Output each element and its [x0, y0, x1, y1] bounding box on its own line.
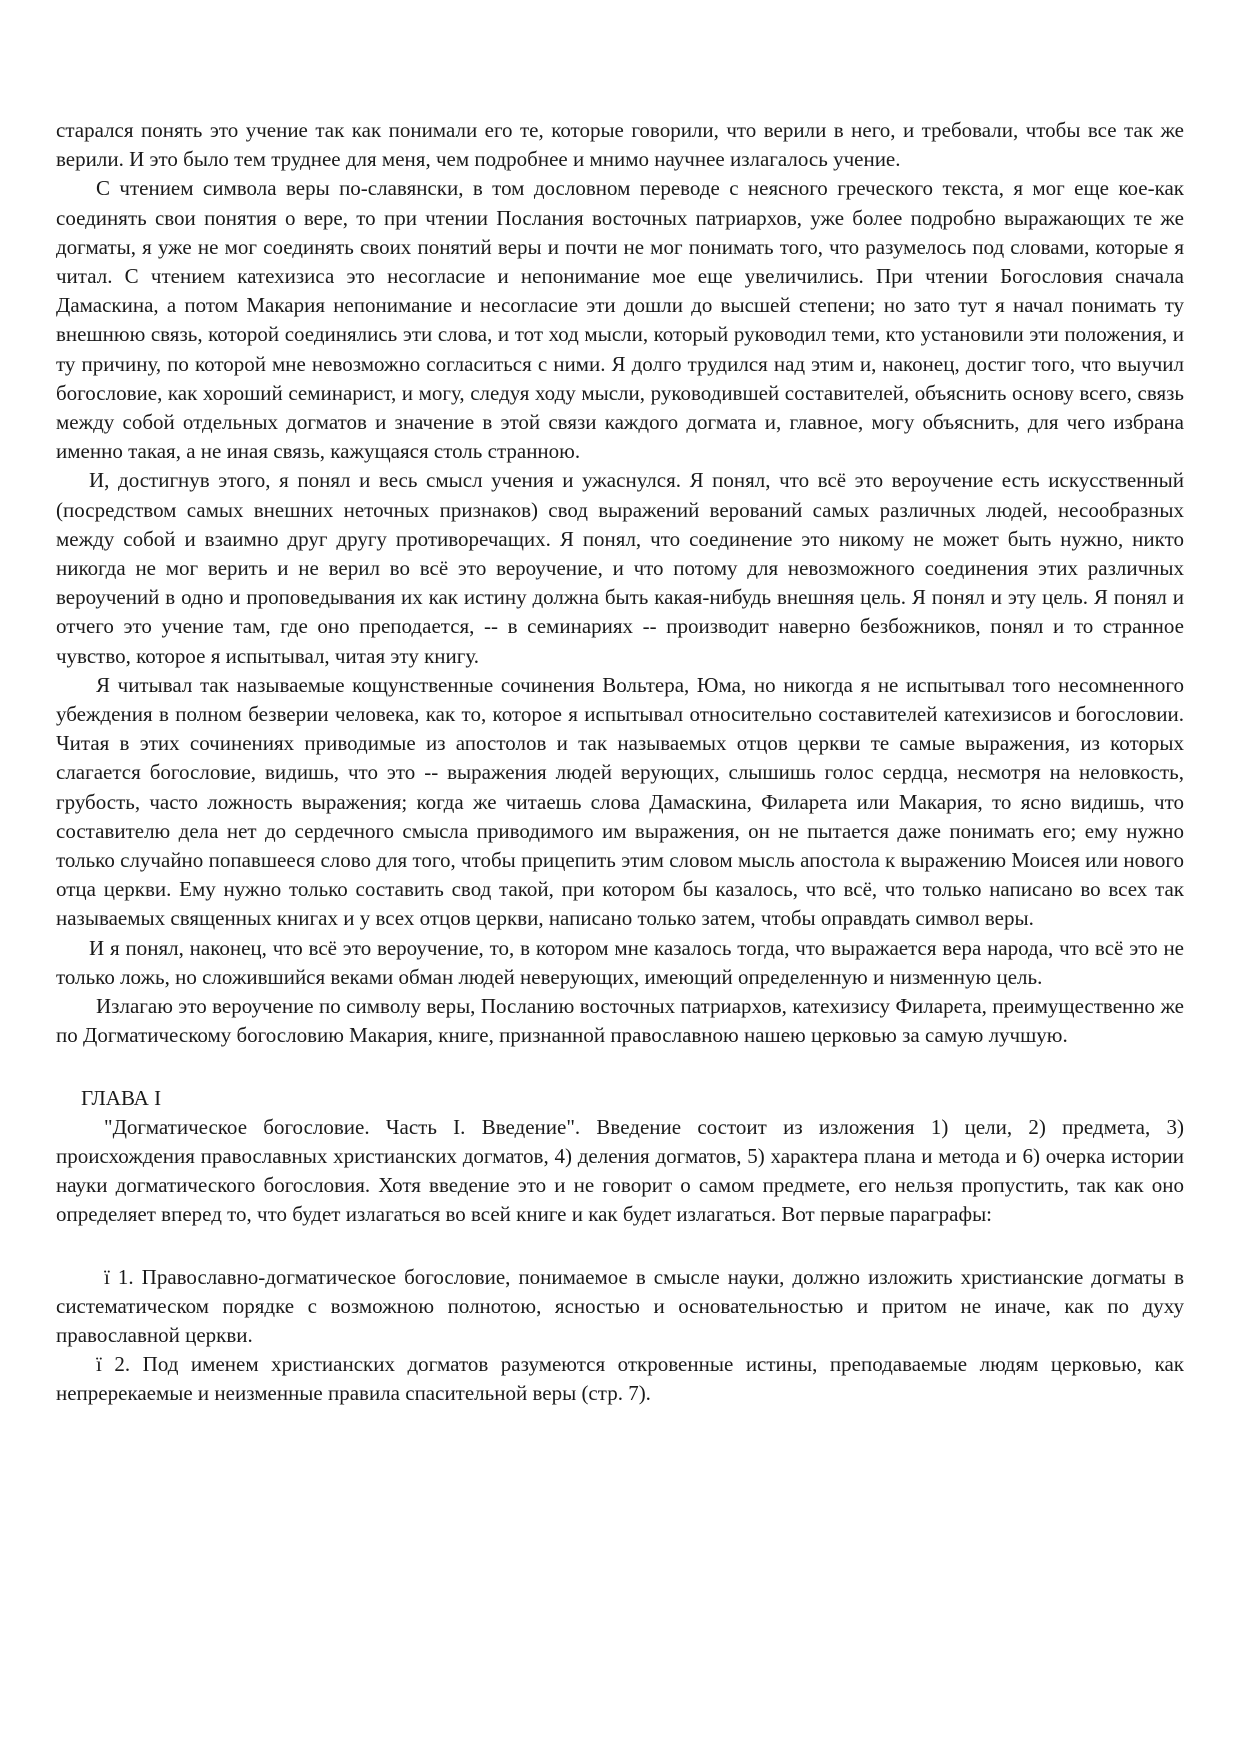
- paragraph: Излагаю это вероучение по символу веры, Посланию восточных патриархов, катехизису Филарета, преимущественно же по Догматическому богословию Макария, книге, признанной православною нашею церковью за самую лучшую.: [56, 994, 1184, 1048]
- section-paragraph: ї 1. Православно-догматическое богословие, понимаемое в смысле науки, должно изложить христианские догматы в систематическом порядке с возможною полнотою, ясностью и основательностью и притом не иначе, как по духу православной церкви.: [56, 1264, 1184, 1347]
- chapter-heading: ГЛАВА I: [81, 1085, 162, 1110]
- paragraph: И, достигнув этого, я понял и весь смысл учения и ужаснулся. Я понял, что всё это вероучение есть искусственный (посредством самых внешних неточных признаков) свод выражений верований самых различных людей, несообразных между собой и взаимно друг другу противоречащих. Я понял, что соединение это никому не может быть нужно, никто никогда не мог верить и не верил во всё это вероучение, и что потому для невозможного соединения этих различных вероучений в одно и проповедывания их как истину должна быть какая-нибудь внешняя цель. Я понял и эту цель. Я понял и отчего это учение там, где оно преподается, -- в семинариях -- производит наверно безбожников, понял и то странное чувство, которое я испытывал, читая эту книгу.: [56, 468, 1184, 668]
- chapter-intro: "Догматическое богословие. Часть I. Введение". Введение состоит из изложения 1) цели, 2) предмета, 3) происхождения православных христианских догматов, 4) деления догматов, 5) характера плана и метода и 6) очерка истории науки догматического богословия. Хотя введение это и не говорит о самом предмете, его нельзя пропустить, так как оно определяет вперед то, что будет излагаться во всей книге и как будет излагаться. Вот первые параграфы:: [56, 1114, 1184, 1227]
- paragraph: И я понял, наконец, что всё это вероучение, то, в котором мне казалось тогда, что выражается вера народа, что всё это не только ложь, но сложившийся веками обман людей неверующих, имеющий определенную и низменную цель.: [56, 935, 1184, 989]
- section-spacer: [56, 1230, 1184, 1263]
- section-paragraph: ї 2. Под именем христианских догматов разумеются откровенные истины, преподаваемые людям церковью, как непререкаемые и неизменные правила спасительной веры (стр. 7).: [56, 1352, 1184, 1406]
- document-page: [56, 116, 1184, 1409]
- paragraph: Я читывал так называемые кощунственные сочинения Вольтера, Юма, но никогда я не испытывал того несомненного убеждения в полном безверии человека, как то, которое я испытывал относительно составителей катехизисов и богословии. Читая в этих сочинениях приводимые из апостолов и так называемых отцов церкви те самые выражения, из которых слагается богословие, видишь, что это -- выражения людей верующих, слышишь голос сердца, несмотря на неловкость, грубость, часто ложность выражения; когда же читаешь слова Дамаскина, Филарета или Макария, то ясно видишь, что составителю дела нет до сердечного смысла приводимого им выражения, он не пытается даже понимать его; ему нужно только случайно попавшееся слово для того, чтобы прицепить этим словом мысль апостола к выражению Моисея или нового отца церкви. Ему нужно только составить свод такой, при котором бы казалось, что всё, что только написано во всех так называемых священных книгах и у всех отцов церкви, написано только затем, чтобы оправдать символ веры.: [56, 672, 1184, 931]
- paragraph: С чтением символа веры по-славянски, в том дословном переводе с неясного греческого текста, я мог еще кое-как соединять свои понятия о вере, то при чтении Послания восточных патриархов, уже более подробно выражающих те же догматы, я уже не мог соединять своих понятий веры и почти не мог понимать того, что разумелось под словами, которые я читал. С чтением катехизиса это несогласие и непонимание мое еще увеличились. При чтении Богословия сначала Дамаскина, а потом Макария непонимание и несогласие эти дошли до высшей степени; но зато тут я начал понимать ту внешнюю связь, которой соединялись эти слова, и тот ход мысли, который руководил теми, кто установили эти положения, и ту причину, по которой мне невозможно согласиться с ними. Я долго трудился над этим и, наконец, достиг того, что выучил богословие, как хороший семинарист, и могу, следуя ходу мысли, руководившей составителей, объяснить основу всего, связь между собой отдельных догматов и значение в этой связи каждого догмата и, главное, могу объяснить, для чего избрана именно такая, а не иная связь, кажущаяся столь странною.: [56, 176, 1184, 464]
- paragraph: старался понять это учение так как понимали его те, которые говорили, что верили в него, и требовали, чтобы все так же верили. И это было тем труднее для меня, чем подробнее и мнимо научнее излагалось учение.: [56, 118, 1184, 172]
